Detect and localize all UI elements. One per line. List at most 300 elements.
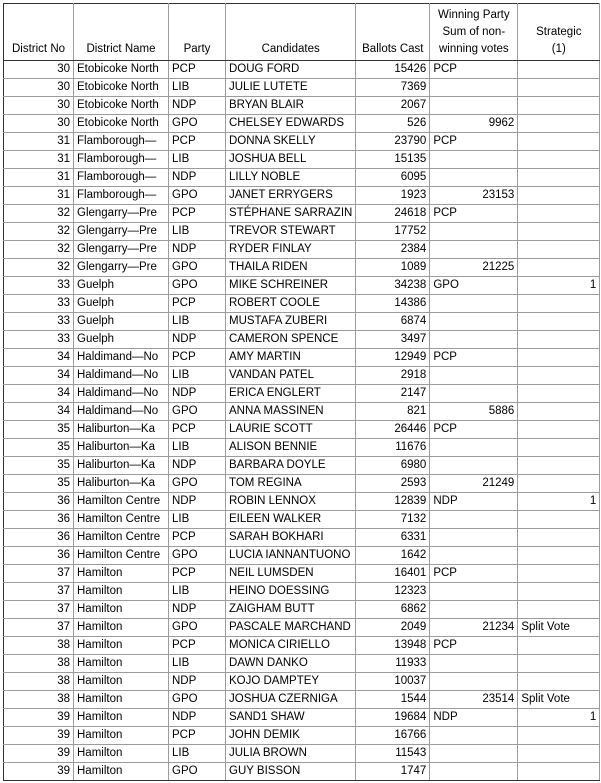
cell-candidate[interactable]: TREVOR STEWART (226, 223, 356, 241)
cell-party[interactable]: GPO (169, 187, 226, 205)
cell-strategic[interactable] (518, 133, 600, 151)
cell-candidate[interactable]: ZAIGHAM BUTT (226, 601, 356, 619)
cell-strategic[interactable] (518, 187, 600, 205)
cell-ballots-cast[interactable]: 1544 (356, 691, 430, 709)
cell-party[interactable]: LIB (169, 511, 226, 529)
cell-district-name[interactable]: Hamilton (74, 691, 169, 709)
cell-party[interactable]: PCP (169, 61, 226, 79)
cell-district-no[interactable]: 38 (4, 691, 74, 709)
cell-party[interactable]: NDP (169, 457, 226, 475)
cell-ballots-cast[interactable]: 16401 (356, 565, 430, 583)
cell-district-name[interactable]: Haldimand—No (74, 403, 169, 421)
cell-strategic[interactable]: Split Vote (518, 691, 600, 709)
cell-candidate[interactable]: THAILA RIDEN (226, 259, 356, 277)
cell-candidate[interactable]: JOHN DEMIK (226, 727, 356, 745)
cell-strategic[interactable] (518, 403, 600, 421)
cell-strategic[interactable] (518, 259, 600, 277)
cell-party[interactable]: GPO (169, 259, 226, 277)
cell-strategic[interactable] (518, 547, 600, 565)
cell-district-name[interactable]: Flamborough— (74, 151, 169, 169)
cell-district-no[interactable]: 37 (4, 601, 74, 619)
cell-district-name[interactable]: Haliburton—Ka (74, 439, 169, 457)
cell-party[interactable]: LIB (169, 223, 226, 241)
cell-district-name[interactable]: Hamilton (74, 673, 169, 691)
cell-winning[interactable] (430, 529, 518, 547)
table-row (4, 187, 600, 205)
cell-district-name[interactable]: Flamborough— (74, 133, 169, 151)
cell-candidate[interactable]: BRYAN BLAIR (226, 97, 356, 115)
cell-ballots-cast[interactable]: 2918 (356, 367, 430, 385)
cell-ballots-cast[interactable]: 14386 (356, 295, 430, 313)
cell-district-name[interactable]: Glengarry—Pre (74, 241, 169, 259)
cell-ballots-cast[interactable]: 7132 (356, 511, 430, 529)
cell-district-name[interactable]: Glengarry—Pre (74, 205, 169, 223)
cell-district-name[interactable]: Hamilton (74, 655, 169, 673)
cell-strategic[interactable] (518, 367, 600, 385)
cell-district-name[interactable]: Hamilton (74, 583, 169, 601)
cell-candidate[interactable]: RYDER FINLAY (226, 241, 356, 259)
cell-party[interactable]: GPO (169, 403, 226, 421)
cell-ballots-cast[interactable]: 2384 (356, 241, 430, 259)
cell-district-no[interactable]: 33 (4, 277, 74, 295)
cell-strategic[interactable] (518, 241, 600, 259)
cell-district-no[interactable]: 36 (4, 529, 74, 547)
cell-district-no[interactable]: 39 (4, 727, 74, 745)
cell-district-no[interactable]: 30 (4, 79, 74, 97)
cell-winning[interactable] (430, 151, 518, 169)
cell-district-name[interactable]: Haldimand—No (74, 385, 169, 403)
cell-party[interactable]: LIB (169, 79, 226, 97)
cell-candidate[interactable]: LAURIE SCOTT (226, 421, 356, 439)
cell-winning[interactable] (430, 745, 518, 763)
cell-strategic[interactable]: 1 (518, 709, 600, 727)
cell-party[interactable]: GPO (169, 619, 226, 637)
cell-ballots-cast[interactable]: 6095 (356, 169, 430, 187)
cell-strategic[interactable] (518, 385, 600, 403)
cell-district-no[interactable]: 31 (4, 151, 74, 169)
cell-winning[interactable] (430, 295, 518, 313)
cell-strategic[interactable] (518, 673, 600, 691)
cell-ballots-cast[interactable]: 11933 (356, 655, 430, 673)
cell-candidate[interactable]: CHELSEY EDWARDS (226, 115, 356, 133)
cell-district-name[interactable]: Haldimand—No (74, 349, 169, 367)
cell-district-name[interactable]: Guelph (74, 313, 169, 331)
cell-party[interactable]: PCP (169, 349, 226, 367)
cell-district-no[interactable]: 30 (4, 61, 74, 79)
table-row (4, 421, 600, 439)
cell-district-no[interactable]: 38 (4, 655, 74, 673)
cell-party[interactable]: GPO (169, 475, 226, 493)
cell-strategic[interactable] (518, 295, 600, 313)
cell-district-no[interactable]: 31 (4, 187, 74, 205)
cell-party[interactable]: NDP (169, 241, 226, 259)
cell-winning[interactable]: NDP (430, 493, 518, 511)
cell-candidate[interactable]: CAMERON SPENCE (226, 331, 356, 349)
cell-district-name[interactable]: Etobicoke North (74, 61, 169, 79)
cell-strategic[interactable] (518, 583, 600, 601)
table-row (4, 547, 600, 565)
header-candidates[interactable]: Candidates (226, 4, 356, 61)
cell-ballots-cast[interactable]: 2147 (356, 385, 430, 403)
cell-ballots-cast[interactable]: 23790 (356, 133, 430, 151)
cell-ballots-cast[interactable]: 11543 (356, 745, 430, 763)
cell-strategic[interactable] (518, 205, 600, 223)
cell-winning[interactable] (430, 223, 518, 241)
cell-winning[interactable]: NDP (430, 709, 518, 727)
cell-ballots-cast[interactable]: 15135 (356, 151, 430, 169)
cell-district-name[interactable]: Hamilton (74, 763, 169, 781)
cell-candidate[interactable]: STÉPHANE SARRAZIN (226, 205, 356, 223)
cell-strategic[interactable] (518, 727, 600, 745)
cell-strategic[interactable] (518, 421, 600, 439)
cell-party[interactable]: GPO (169, 691, 226, 709)
cell-district-name[interactable]: Flamborough— (74, 187, 169, 205)
header-winning-party[interactable]: Winning Party Sum of non- winning votes (430, 4, 518, 61)
cell-party[interactable]: LIB (169, 583, 226, 601)
cell-district-name[interactable]: Hamilton (74, 619, 169, 637)
cell-strategic[interactable] (518, 331, 600, 349)
cell-candidate[interactable]: PASCALE MARCHAND (226, 619, 356, 637)
cell-district-name[interactable]: Flamborough— (74, 169, 169, 187)
cell-district-name[interactable]: Haliburton—Ka (74, 421, 169, 439)
table-row (4, 79, 600, 97)
cell-winning[interactable]: PCP (430, 637, 518, 655)
cell-ballots-cast[interactable]: 16766 (356, 727, 430, 745)
table-row (4, 133, 600, 151)
cell-district-no[interactable]: 39 (4, 763, 74, 781)
cell-strategic[interactable]: 1 (518, 277, 600, 295)
cell-candidate[interactable]: TOM REGINA (226, 475, 356, 493)
cell-candidate[interactable]: MUSTAFA ZUBERI (226, 313, 356, 331)
cell-winning[interactable]: 23514 (430, 691, 518, 709)
cell-winning[interactable] (430, 457, 518, 475)
cell-ballots-cast[interactable]: 34238 (356, 277, 430, 295)
cell-winning[interactable] (430, 331, 518, 349)
cell-candidate[interactable]: GUY BISSON (226, 763, 356, 781)
cell-party[interactable]: PCP (169, 637, 226, 655)
cell-candidate[interactable]: ROBIN LENNOX (226, 493, 356, 511)
cell-district-no[interactable]: 38 (4, 673, 74, 691)
cell-strategic[interactable] (518, 61, 600, 79)
cell-district-no[interactable]: 35 (4, 457, 74, 475)
table-row (4, 349, 600, 367)
cell-district-name[interactable]: Guelph (74, 295, 169, 313)
cell-party[interactable]: GPO (169, 763, 226, 781)
cell-district-no[interactable]: 36 (4, 511, 74, 529)
cell-party[interactable]: PCP (169, 529, 226, 547)
cell-party[interactable]: GPO (169, 547, 226, 565)
cell-ballots-cast[interactable]: 6862 (356, 601, 430, 619)
cell-winning[interactable]: PCP (430, 205, 518, 223)
table-row (4, 331, 600, 349)
cell-district-no[interactable]: 35 (4, 421, 74, 439)
cell-district-name[interactable]: Haldimand—No (74, 367, 169, 385)
cell-winning[interactable]: 9962 (430, 115, 518, 133)
cell-party[interactable]: GPO (169, 277, 226, 295)
cell-party[interactable]: PCP (169, 205, 226, 223)
cell-district-no[interactable]: 39 (4, 709, 74, 727)
cell-district-no[interactable]: 33 (4, 313, 74, 331)
cell-district-no[interactable]: 36 (4, 493, 74, 511)
cell-district-name[interactable]: Haliburton—Ka (74, 475, 169, 493)
header-district-no[interactable]: District No (4, 4, 74, 61)
cell-ballots-cast[interactable]: 12323 (356, 583, 430, 601)
cell-winning[interactable] (430, 79, 518, 97)
cell-district-name[interactable]: Hamilton (74, 601, 169, 619)
cell-strategic[interactable] (518, 349, 600, 367)
cell-candidate[interactable]: JOSHUA BELL (226, 151, 356, 169)
cell-district-no[interactable]: 33 (4, 295, 74, 313)
cell-candidate[interactable]: JOSHUA CZERNIGA (226, 691, 356, 709)
table-row (4, 619, 600, 637)
cell-district-no[interactable]: 32 (4, 205, 74, 223)
cell-strategic[interactable] (518, 151, 600, 169)
cell-district-no[interactable]: 32 (4, 241, 74, 259)
cell-district-no[interactable]: 30 (4, 97, 74, 115)
cell-candidate[interactable]: ANNA MASSINEN (226, 403, 356, 421)
cell-district-name[interactable]: Guelph (74, 331, 169, 349)
cell-district-no[interactable]: 32 (4, 259, 74, 277)
cell-winning[interactable] (430, 583, 518, 601)
cell-winning[interactable] (430, 439, 518, 457)
cell-district-name[interactable]: Hamilton (74, 709, 169, 727)
cell-ballots-cast[interactable]: 19684 (356, 709, 430, 727)
cell-strategic[interactable]: 1 (518, 493, 600, 511)
cell-party[interactable]: LIB (169, 367, 226, 385)
cell-ballots-cast[interactable]: 2593 (356, 475, 430, 493)
cell-district-no[interactable]: 36 (4, 547, 74, 565)
cell-ballots-cast[interactable]: 1747 (356, 763, 430, 781)
cell-ballots-cast[interactable]: 3497 (356, 331, 430, 349)
header-strategic[interactable]: Strategic (1) (518, 4, 600, 61)
cell-party[interactable]: PCP (169, 421, 226, 439)
cell-strategic[interactable] (518, 169, 600, 187)
cell-strategic[interactable] (518, 97, 600, 115)
cell-winning[interactable] (430, 655, 518, 673)
cell-ballots-cast[interactable]: 821 (356, 403, 430, 421)
cell-district-name[interactable]: Hamilton Centre (74, 547, 169, 565)
cell-district-name[interactable]: Hamilton Centre (74, 511, 169, 529)
cell-party[interactable]: LIB (169, 439, 226, 457)
cell-ballots-cast[interactable]: 13948 (356, 637, 430, 655)
cell-district-no[interactable]: 31 (4, 133, 74, 151)
cell-ballots-cast[interactable]: 2049 (356, 619, 430, 637)
cell-district-name[interactable]: Hamilton Centre (74, 493, 169, 511)
cell-district-no[interactable]: 35 (4, 475, 74, 493)
cell-ballots-cast[interactable]: 7369 (356, 79, 430, 97)
header-row (4, 4, 600, 61)
cell-district-name[interactable]: Haliburton—Ka (74, 457, 169, 475)
cell-winning[interactable] (430, 241, 518, 259)
cell-winning[interactable] (430, 727, 518, 745)
cell-district-no[interactable]: 38 (4, 637, 74, 655)
cell-district-no[interactable]: 37 (4, 565, 74, 583)
cell-ballots-cast[interactable]: 12949 (356, 349, 430, 367)
cell-candidate[interactable]: EILEEN WALKER (226, 511, 356, 529)
cell-party[interactable]: PCP (169, 727, 226, 745)
cell-district-name[interactable]: Etobicoke North (74, 97, 169, 115)
cell-strategic[interactable] (518, 655, 600, 673)
cell-strategic[interactable] (518, 115, 600, 133)
cell-ballots-cast[interactable]: 6874 (356, 313, 430, 331)
cell-strategic[interactable] (518, 475, 600, 493)
cell-party[interactable]: NDP (169, 385, 226, 403)
cell-candidate[interactable]: DONNA SKELLY (226, 133, 356, 151)
cell-district-no[interactable]: 31 (4, 169, 74, 187)
cell-candidate[interactable]: ALISON BENNIE (226, 439, 356, 457)
cell-party[interactable]: LIB (169, 745, 226, 763)
cell-ballots-cast[interactable]: 1089 (356, 259, 430, 277)
cell-district-no[interactable]: 35 (4, 439, 74, 457)
cell-winning[interactable]: PCP (430, 61, 518, 79)
cell-strategic[interactable]: Split Vote (518, 619, 600, 637)
cell-ballots-cast[interactable]: 6980 (356, 457, 430, 475)
cell-winning[interactable]: 5886 (430, 403, 518, 421)
cell-strategic[interactable] (518, 637, 600, 655)
cell-district-name[interactable]: Hamilton (74, 727, 169, 745)
cell-winning[interactable] (430, 313, 518, 331)
cell-ballots-cast[interactable]: 1642 (356, 547, 430, 565)
cell-strategic[interactable] (518, 745, 600, 763)
cell-party[interactable]: PCP (169, 565, 226, 583)
cell-winning[interactable]: PCP (430, 421, 518, 439)
cell-ballots-cast[interactable]: 26446 (356, 421, 430, 439)
cell-ballots-cast[interactable]: 10037 (356, 673, 430, 691)
cell-candidate[interactable]: BARBARA DOYLE (226, 457, 356, 475)
cell-strategic[interactable] (518, 601, 600, 619)
cell-strategic[interactable] (518, 223, 600, 241)
cell-candidate[interactable]: SAND1 SHAW (226, 709, 356, 727)
cell-district-no[interactable]: 34 (4, 403, 74, 421)
cell-district-no[interactable]: 37 (4, 619, 74, 637)
cell-candidate[interactable]: VANDAN PATEL (226, 367, 356, 385)
cell-party[interactable]: NDP (169, 97, 226, 115)
cell-party[interactable]: NDP (169, 493, 226, 511)
cell-winning[interactable] (430, 367, 518, 385)
cell-candidate[interactable]: ROBERT COOLE (226, 295, 356, 313)
cell-district-name[interactable]: Guelph (74, 277, 169, 295)
cell-district-no[interactable]: 37 (4, 583, 74, 601)
cell-district-no[interactable]: 32 (4, 223, 74, 241)
cell-ballots-cast[interactable]: 17752 (356, 223, 430, 241)
cell-candidate[interactable]: JANET ERRYGERS (226, 187, 356, 205)
cell-district-no[interactable]: 34 (4, 385, 74, 403)
cell-ballots-cast[interactable]: 2067 (356, 97, 430, 115)
cell-ballots-cast[interactable]: 6331 (356, 529, 430, 547)
cell-district-no[interactable]: 30 (4, 115, 74, 133)
cell-party[interactable]: PCP (169, 295, 226, 313)
cell-party[interactable]: LIB (169, 151, 226, 169)
cell-winning[interactable]: PCP (430, 133, 518, 151)
cell-district-name[interactable]: Etobicoke North (74, 115, 169, 133)
cell-district-name[interactable]: Hamilton (74, 745, 169, 763)
cell-winning[interactable]: GPO (430, 277, 518, 295)
cell-party[interactable]: LIB (169, 313, 226, 331)
cell-candidate[interactable]: NEIL LUMSDEN (226, 565, 356, 583)
table-row (4, 583, 600, 601)
cell-candidate[interactable]: SARAH BOKHARI (226, 529, 356, 547)
cell-winning[interactable]: 23153 (430, 187, 518, 205)
cell-district-name[interactable]: Glengarry—Pre (74, 259, 169, 277)
cell-strategic[interactable] (518, 565, 600, 583)
cell-winning[interactable]: PCP (430, 349, 518, 367)
cell-winning[interactable] (430, 169, 518, 187)
cell-winning[interactable] (430, 547, 518, 565)
cell-candidate[interactable]: HEINO DOESSING (226, 583, 356, 601)
cell-ballots-cast[interactable]: 24618 (356, 205, 430, 223)
cell-party[interactable]: NDP (169, 169, 226, 187)
cell-strategic[interactable] (518, 313, 600, 331)
cell-district-no[interactable]: 33 (4, 331, 74, 349)
cell-candidate[interactable]: MIKE SCHREINER (226, 277, 356, 295)
cell-district-name[interactable]: Hamilton (74, 637, 169, 655)
cell-ballots-cast[interactable]: 12839 (356, 493, 430, 511)
cell-candidate[interactable]: ERICA ENGLERT (226, 385, 356, 403)
table-row (4, 745, 600, 763)
cell-candidate[interactable]: DOUG FORD (226, 61, 356, 79)
cell-candidate[interactable]: JULIA BROWN (226, 745, 356, 763)
cell-strategic[interactable] (518, 529, 600, 547)
cell-ballots-cast[interactable]: 1923 (356, 187, 430, 205)
cell-winning[interactable] (430, 385, 518, 403)
cell-district-no[interactable]: 39 (4, 745, 74, 763)
cell-candidate[interactable]: KOJO DAMPTEY (226, 673, 356, 691)
cell-party[interactable]: NDP (169, 709, 226, 727)
cell-party[interactable]: PCP (169, 133, 226, 151)
cell-party[interactable]: LIB (169, 655, 226, 673)
cell-ballots-cast[interactable]: 526 (356, 115, 430, 133)
cell-party[interactable]: GPO (169, 115, 226, 133)
cell-district-name[interactable]: Hamilton (74, 565, 169, 583)
cell-ballots-cast[interactable]: 15426 (356, 61, 430, 79)
cell-winning[interactable] (430, 673, 518, 691)
header-ballots-cast[interactable]: Ballots Cast (356, 4, 430, 61)
cell-strategic[interactable] (518, 763, 600, 781)
cell-winning[interactable] (430, 511, 518, 529)
cell-winning[interactable]: 21225 (430, 259, 518, 277)
table-row (4, 691, 600, 709)
cell-winning[interactable]: 21234 (430, 619, 518, 637)
cell-candidate[interactable]: DAWN DANKO (226, 655, 356, 673)
cell-winning[interactable] (430, 601, 518, 619)
cell-winning[interactable] (430, 763, 518, 781)
cell-candidate[interactable]: LUCIA IANNANTUONO (226, 547, 356, 565)
cell-district-no[interactable]: 34 (4, 367, 74, 385)
cell-party[interactable]: NDP (169, 673, 226, 691)
cell-district-name[interactable]: Hamilton Centre (74, 529, 169, 547)
cell-winning[interactable]: 21249 (430, 475, 518, 493)
header-party[interactable]: Party (169, 4, 226, 61)
cell-candidate[interactable]: AMY MARTIN (226, 349, 356, 367)
cell-candidate[interactable]: LILLY NOBLE (226, 169, 356, 187)
cell-strategic[interactable] (518, 439, 600, 457)
header-district-name[interactable]: District Name (74, 4, 169, 61)
cell-candidate[interactable]: JULIE LUTETE (226, 79, 356, 97)
cell-ballots-cast[interactable]: 11676 (356, 439, 430, 457)
cell-party[interactable]: NDP (169, 601, 226, 619)
cell-party[interactable]: NDP (169, 331, 226, 349)
cell-candidate[interactable]: MONICA CIRIELLO (226, 637, 356, 655)
table-row (4, 241, 600, 259)
cell-district-name[interactable]: Etobicoke North (74, 79, 169, 97)
cell-strategic[interactable] (518, 511, 600, 529)
cell-district-no[interactable]: 34 (4, 349, 74, 367)
cell-winning[interactable]: PCP (430, 565, 518, 583)
cell-strategic[interactable] (518, 79, 600, 97)
cell-strategic[interactable] (518, 457, 600, 475)
cell-district-name[interactable]: Glengarry—Pre (74, 223, 169, 241)
cell-winning[interactable] (430, 97, 518, 115)
